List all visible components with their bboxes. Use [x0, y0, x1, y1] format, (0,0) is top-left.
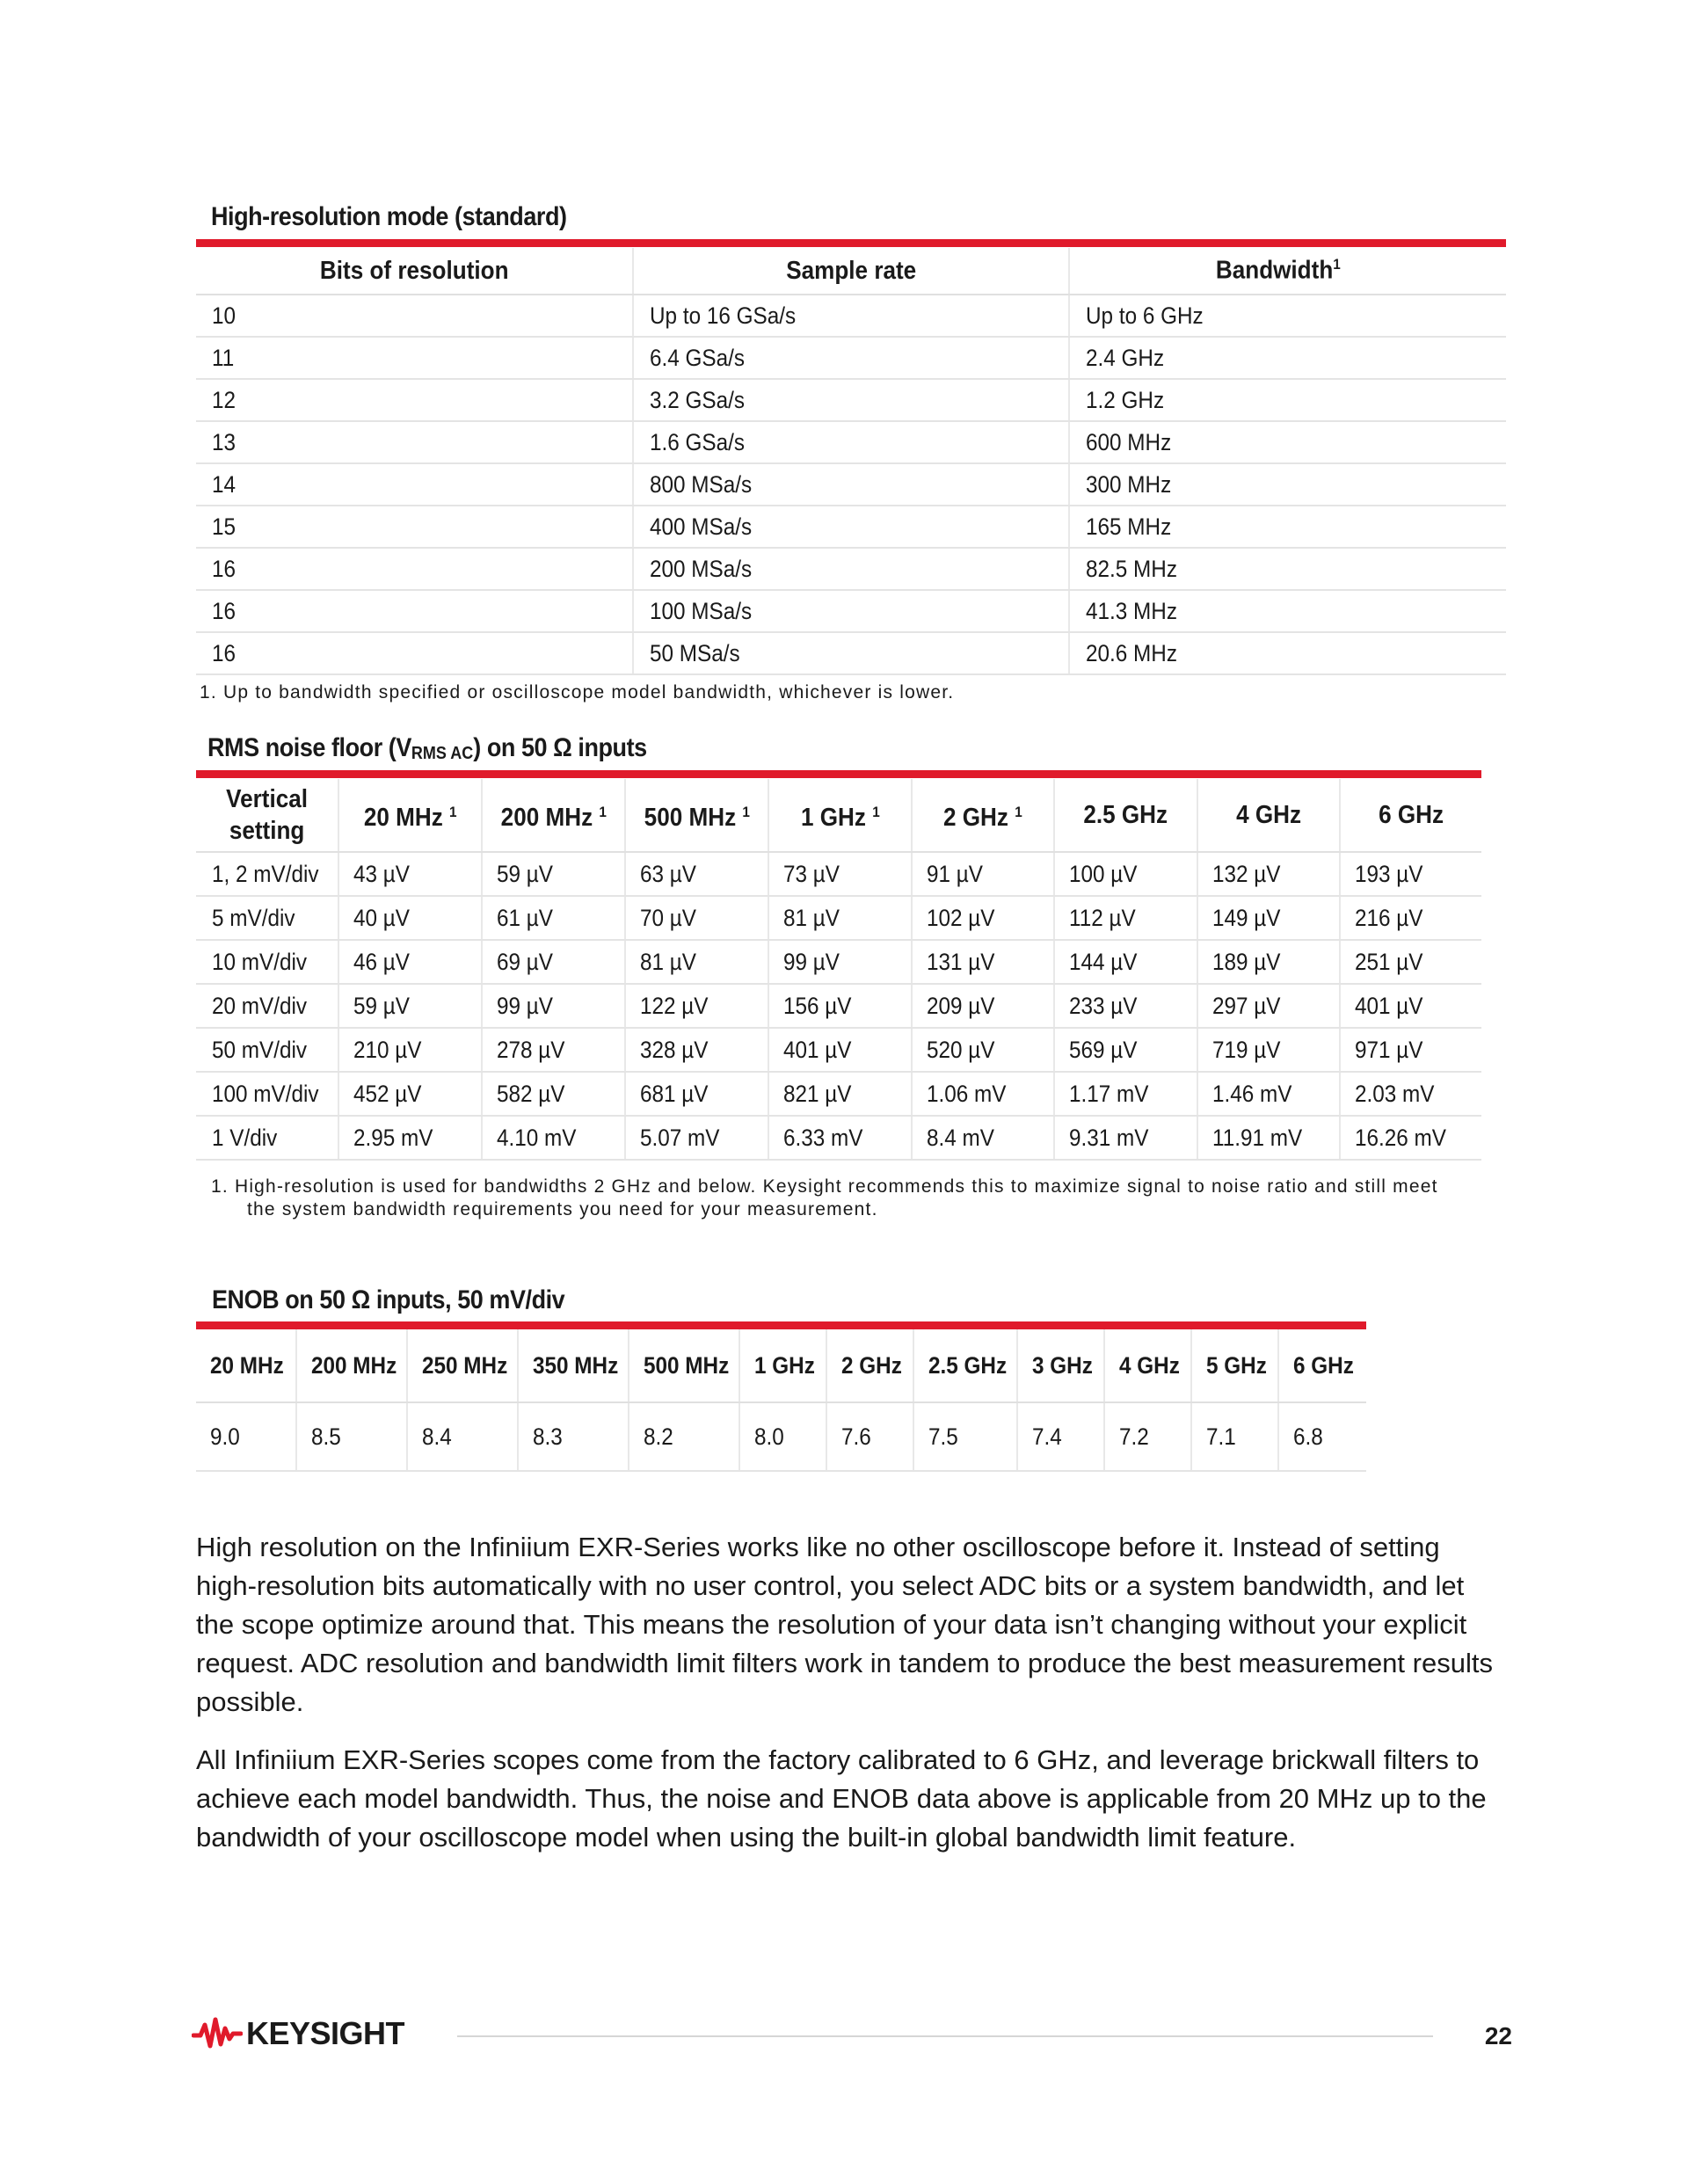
hires-cell-sample-rate: 6.4 GSa/s — [633, 337, 1069, 379]
enob-value-row — [196, 1402, 1366, 1471]
enob-header-col: 6 GHz — [1278, 1329, 1366, 1402]
enob-cell-value: 7.5 — [913, 1402, 1017, 1471]
noise-cell-value: 2.03 mV — [1340, 1072, 1481, 1116]
noise-cell-vertical-setting: 1, 2 mV/div — [196, 852, 338, 896]
noise-cell-value: 112 µV — [1054, 896, 1197, 940]
hires-cell-bits: 13 — [196, 421, 633, 463]
noise-cell-value: 1.46 mV — [1197, 1072, 1340, 1116]
enob-header-col: 3 GHz — [1017, 1329, 1104, 1402]
enob-cell-value: 7.2 — [1104, 1402, 1191, 1471]
enob-table — [196, 1329, 1366, 1472]
enob-cell-value: 8.4 — [407, 1402, 518, 1471]
hires-cell-bandwidth: 82.5 MHz — [1069, 548, 1506, 590]
noise-title: RMS noise floor $(V_{RMS AC})$ on 50 Ω inputs — [207, 733, 647, 763]
noise-red-rule — [196, 770, 1481, 778]
hires-cell-sample-rate: 100 MSa/s — [633, 590, 1069, 632]
noise-title-subscript: RMS AC — [411, 744, 474, 763]
keysight-wordmark: KEYSIGHT — [246, 2015, 405, 2051]
noise-cell-value: 297 µV — [1197, 984, 1340, 1028]
hires-red-rule — [196, 239, 1506, 247]
hires-cell-bits: 14 — [196, 463, 633, 506]
noise-cell-value: 9.31 mV — [1054, 1116, 1197, 1160]
hires-cell-sample-rate: 1.6 GSa/s — [633, 421, 1069, 463]
noise-cell-value: 132 µV — [1197, 852, 1340, 896]
noise-cell-value: 40 µV — [338, 896, 482, 940]
hires-cell-sample-rate: 800 MSa/s — [633, 463, 1069, 506]
enob-title: ENOB on 50 Ω inputs, 50 mV/div — [212, 1285, 565, 1314]
noise-footnote-mark: 1 — [742, 804, 750, 820]
hires-cell-sample-rate: 50 MSa/s — [633, 632, 1069, 674]
enob-red-rule — [196, 1321, 1366, 1329]
noise-row — [196, 940, 1481, 984]
hires-cell-bits: 11 — [196, 337, 633, 379]
hires-cell-bandwidth: 165 MHz — [1069, 506, 1506, 548]
enob-header-col: 1 GHz — [739, 1329, 826, 1402]
bandwidth-footnote-mark: 1 — [1333, 256, 1342, 273]
noise-cell-value: 100 µV — [1054, 852, 1197, 896]
noise-cell-value: 43 µV — [338, 852, 482, 896]
noise-cell-value: 63 µV — [625, 852, 768, 896]
hires-row — [196, 632, 1506, 674]
enob-cell-value: 8.3 — [518, 1402, 629, 1471]
noise-cell-value: 582 µV — [482, 1072, 625, 1116]
hires-cell-bandwidth: 600 MHz — [1069, 421, 1506, 463]
noise-cell-vertical-setting: 20 mV/div — [196, 984, 338, 1028]
hires-row — [196, 379, 1506, 421]
noise-cell-value: 156 µV — [768, 984, 912, 1028]
noise-cell-value: 4.10 mV — [482, 1116, 625, 1160]
noise-footnote-mark: 1 — [448, 804, 457, 820]
noise-cell-value: 681 µV — [625, 1072, 768, 1116]
hires-cell-bits: 12 — [196, 379, 633, 421]
enob-header-col: 2 GHz — [826, 1329, 913, 1402]
noise-cell-value: 520 µV — [912, 1028, 1054, 1072]
noise-cell-value: 401 µV — [1340, 984, 1481, 1028]
hires-row — [196, 590, 1506, 632]
noise-row — [196, 1072, 1481, 1116]
hires-cell-sample-rate: Up to 16 GSa/s — [633, 295, 1069, 337]
enob-header-row — [196, 1329, 1366, 1402]
hires-cell-bits: 16 — [196, 548, 633, 590]
hires-row — [196, 421, 1506, 463]
hires-row — [196, 548, 1506, 590]
noise-cell-value: 971 µV — [1340, 1028, 1481, 1072]
noise-cell-value: 122 µV — [625, 984, 768, 1028]
noise-header-col: 6 GHz — [1340, 779, 1481, 852]
noise-cell-value: 131 µV — [912, 940, 1054, 984]
hires-header-row — [196, 248, 1506, 295]
noise-cell-value: 149 µV — [1197, 896, 1340, 940]
noise-header-row — [196, 779, 1481, 852]
noise-header-col: 4 GHz — [1197, 779, 1340, 852]
hires-cell-bandwidth: 2.4 GHz — [1069, 337, 1506, 379]
hires-cell-bits: 10 — [196, 295, 633, 337]
noise-header-vertical-setting: Vertical setting — [196, 779, 338, 852]
enob-cell-value: 8.0 — [739, 1402, 826, 1471]
noise-footnote-mark: 1 — [599, 804, 607, 820]
noise-cell-value: 189 µV — [1197, 940, 1340, 984]
noise-header-col: 2 GHz $^1$ — [912, 779, 1054, 852]
noise-cell-value: 452 µV — [338, 1072, 482, 1116]
noise-row — [196, 1028, 1481, 1072]
hires-title: High-resolution mode (standard) — [211, 202, 567, 231]
noise-cell-value: 99 µV — [768, 940, 912, 984]
noise-cell-value: 8.4 mV — [912, 1116, 1054, 1160]
noise-cell-value: 2.95 mV — [338, 1116, 482, 1160]
enob-header-col: 4 GHz — [1104, 1329, 1191, 1402]
keysight-logo — [192, 2012, 404, 2056]
body-paragraph-2: All Infiniium EXR-Series scopes come from the factory calibrated to 6 GHz, and leverage brickwall filters to achieve each model bandwidth. Thus, the noise and ENOB data above is applicable from 20 MHz up to the bandwidth of your oscilloscope model when using the built-in global bandwidth limit feature. — [196, 1744, 1487, 1853]
hires-header-bits: Bits of resolution — [196, 248, 633, 295]
noise-header-col: 20 MHz $^1$ — [338, 779, 482, 852]
noise-cell-value: 328 µV — [625, 1028, 768, 1072]
enob-cell-value: 8.2 — [629, 1402, 739, 1471]
enob-cell-value: 7.6 — [826, 1402, 913, 1471]
noise-row — [196, 852, 1481, 896]
noise-cell-value: 91 µV — [912, 852, 1054, 896]
noise-cell-value: 59 µV — [338, 984, 482, 1028]
noise-header-col: 500 MHz $^1$ — [625, 779, 768, 852]
noise-cell-value: 11.91 mV — [1197, 1116, 1340, 1160]
enob-header-col: 20 MHz — [196, 1329, 296, 1402]
noise-cell-value: 1.17 mV — [1054, 1072, 1197, 1116]
noise-footnote-line2: the system bandwidth requirements you need for your measurement. — [247, 1199, 878, 1219]
noise-cell-value: 569 µV — [1054, 1028, 1197, 1072]
noise-cell-value: 46 µV — [338, 940, 482, 984]
noise-cell-value: 102 µV — [912, 896, 1054, 940]
enob-header-col: 500 MHz — [629, 1329, 739, 1402]
noise-cell-value: 73 µV — [768, 852, 912, 896]
noise-row — [196, 896, 1481, 940]
hires-cell-bandwidth: 1.2 GHz — [1069, 379, 1506, 421]
noise-cell-vertical-setting: 10 mV/div — [196, 940, 338, 984]
hires-cell-bits: 16 — [196, 632, 633, 674]
enob-cell-value: 9.0 — [196, 1402, 296, 1471]
noise-cell-value: 144 µV — [1054, 940, 1197, 984]
noise-cell-vertical-setting: 5 mV/div — [196, 896, 338, 940]
noise-cell-value: 61 µV — [482, 896, 625, 940]
hires-cell-bandwidth: 41.3 MHz — [1069, 590, 1506, 632]
page-number: 22 — [1484, 2022, 1512, 2049]
noise-table — [196, 779, 1481, 1161]
noise-cell-value: 209 µV — [912, 984, 1054, 1028]
noise-cell-value: 6.33 mV — [768, 1116, 912, 1160]
hires-cell-bits: 16 — [196, 590, 633, 632]
keysight-wave-icon — [192, 2016, 243, 2051]
enob-header-col: 350 MHz — [518, 1329, 629, 1402]
enob-cell-value: 7.4 — [1017, 1402, 1104, 1471]
noise-cell-value: 81 µV — [768, 896, 912, 940]
body-paragraph-1: High resolution on the Infiniium EXR-Series works like no other oscilloscope before it. Instead of setting high-resolution bits automatically with no user control, you select ADC bits or a system bandwidth, and let the scope optimize around that. This means the resolution of your data isn’t changing without your explicit request. ADC resolution and bandwidth limit filters work in tandem to produce the best measurement results possible. — [196, 1532, 1493, 1717]
enob-header-col: 2.5 GHz — [913, 1329, 1017, 1402]
noise-cell-value: 216 µV — [1340, 896, 1481, 940]
hires-cell-sample-rate: 200 MSa/s — [633, 548, 1069, 590]
hires-cell-bandwidth: Up to 6 GHz — [1069, 295, 1506, 337]
noise-cell-value: 70 µV — [625, 896, 768, 940]
hires-table — [196, 248, 1506, 675]
noise-cell-value: 99 µV — [482, 984, 625, 1028]
noise-cell-value: 81 µV — [625, 940, 768, 984]
hires-cell-bandwidth: 20.6 MHz — [1069, 632, 1506, 674]
noise-cell-value: 278 µV — [482, 1028, 625, 1072]
hires-cell-bits: 15 — [196, 506, 633, 548]
hires-row — [196, 295, 1506, 337]
noise-header-col: 1 GHz $^1$ — [768, 779, 912, 852]
enob-cell-value: 8.5 — [296, 1402, 407, 1471]
noise-footnote-line1: 1. High-resolution is used for bandwidths 2 GHz and below. Keysight recommends this to maximize signal to noise ratio and still meet — [211, 1176, 1438, 1197]
hires-cell-sample-rate: 3.2 GSa/s — [633, 379, 1069, 421]
noise-cell-value: 821 µV — [768, 1072, 912, 1116]
hires-cell-bandwidth: 300 MHz — [1069, 463, 1506, 506]
hires-row — [196, 337, 1506, 379]
noise-cell-vertical-setting: 100 mV/div — [196, 1072, 338, 1116]
enob-header-col: 200 MHz — [296, 1329, 407, 1402]
hires-row — [196, 506, 1506, 548]
noise-row — [196, 1116, 1481, 1160]
hires-footnote: 1. Up to bandwidth specified or oscilloscope model bandwidth, whichever is lower. — [200, 682, 955, 703]
hires-header-bandwidth: Bandwidth$^1$ — [1069, 248, 1506, 295]
enob-header-col: 5 GHz — [1191, 1329, 1278, 1402]
noise-cell-value: 251 µV — [1340, 940, 1481, 984]
noise-cell-value: 5.07 mV — [625, 1116, 768, 1160]
noise-cell-value: 59 µV — [482, 852, 625, 896]
noise-cell-value: 16.26 mV — [1340, 1116, 1481, 1160]
noise-row — [196, 984, 1481, 1028]
noise-header-col: 2.5 GHz — [1054, 779, 1197, 852]
hires-cell-sample-rate: 400 MSa/s — [633, 506, 1069, 548]
noise-cell-value: 1.06 mV — [912, 1072, 1054, 1116]
noise-header-col: 200 MHz $^1$ — [482, 779, 625, 852]
enob-cell-value: 7.1 — [1191, 1402, 1278, 1471]
noise-footnote-mark: 1 — [871, 804, 880, 820]
noise-cell-vertical-setting: 50 mV/div — [196, 1028, 338, 1072]
noise-cell-value: 233 µV — [1054, 984, 1197, 1028]
hires-header-sample-rate: Sample rate — [633, 248, 1069, 295]
noise-cell-value: 719 µV — [1197, 1028, 1340, 1072]
noise-cell-value: 193 µV — [1340, 852, 1481, 896]
noise-cell-value: 401 µV — [768, 1028, 912, 1072]
noise-cell-value: 69 µV — [482, 940, 625, 984]
hires-row — [196, 463, 1506, 506]
footer-rule — [457, 2035, 1433, 2037]
noise-cell-value: 210 µV — [338, 1028, 482, 1072]
noise-footnote-mark: 1 — [1015, 804, 1022, 820]
enob-header-col: 250 MHz — [407, 1329, 518, 1402]
enob-cell-value: 6.8 — [1278, 1402, 1366, 1471]
noise-cell-vertical-setting: 1 V/div — [196, 1116, 338, 1160]
